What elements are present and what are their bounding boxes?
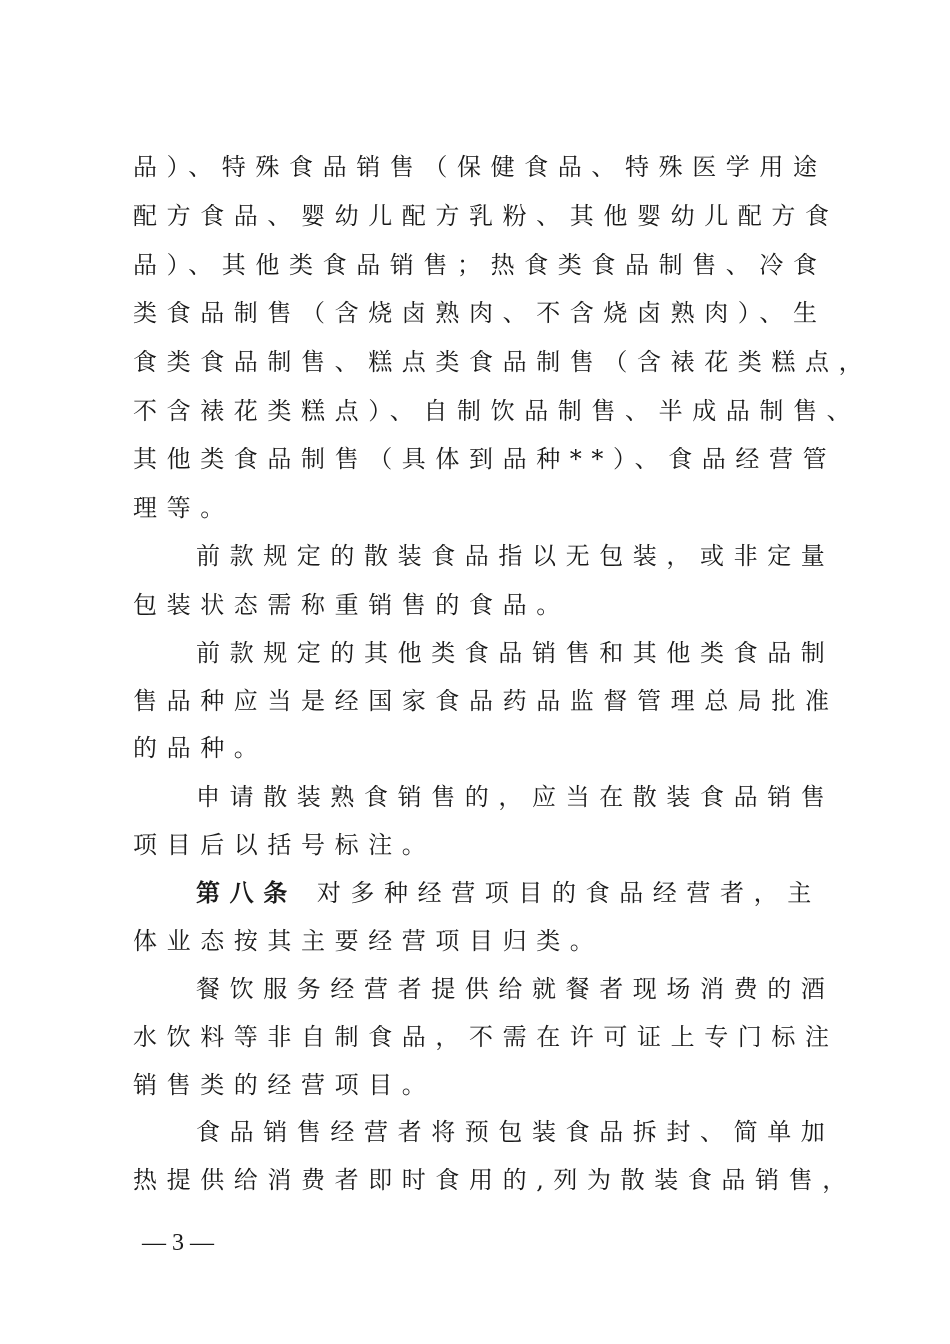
paragraph-start-line: 餐饮服务经营者提供给就餐者现场消费的酒 xyxy=(196,975,835,1003)
paragraph-start-line: 食品销售经营者将预包装食品拆封、简单加 xyxy=(196,1118,835,1146)
text-line: 的品种。 xyxy=(133,734,268,762)
text-line: 不含裱花类糕点）、自制饮品制售、半成品制售、 xyxy=(133,397,861,425)
paragraph-start-line: 申请散装熟食销售的，应当在散装食品销售 xyxy=(196,783,835,811)
article-eight-line xyxy=(196,878,821,908)
text-line: 包装状态需称重销售的食品。 xyxy=(133,591,570,619)
text-line: 体业态按其主要经营项目归类。 xyxy=(133,927,604,955)
text-line: 类食品制售（含烧卤熟肉、不含烧卤熟肉）、生 xyxy=(133,299,827,327)
text-line: 销售类的经营项目。 xyxy=(133,1071,436,1099)
article-heading: 第八条 xyxy=(196,878,297,907)
text-line: 水饮料等非自制食品，不需在许可证上专门标注 xyxy=(133,1023,839,1051)
text-line: 品）、其他类食品销售；热食类食品制售、冷食 xyxy=(133,251,827,279)
page-number: — 3 — xyxy=(142,1230,214,1256)
text-line: 项目后以括号标注。 xyxy=(133,831,436,859)
text-line: 其他类食品制售（具体到品种**）、食品经营管 xyxy=(133,445,837,473)
text-line: 配方食品、婴幼儿配方乳粉、其他婴幼儿配方食 xyxy=(133,202,839,230)
paragraph-start-line: 前款规定的散装食品指以无包装，或非定量 xyxy=(196,542,835,570)
text-line: 理等。 xyxy=(133,494,234,522)
text-line: 食类食品制售、糕点类食品制售（含裱花类糕点， xyxy=(133,348,873,376)
paragraph-start-line: 前款规定的其他类食品销售和其他类食品制 xyxy=(196,639,835,667)
text-line: 售品种应当是经国家食品药品监督管理总局批准 xyxy=(133,687,839,715)
text-line: 品）、特殊食品销售（保健食品、特殊医学用途 xyxy=(133,153,827,181)
text-line: 热提供给消费者即时食用的,列为散装食品销售， xyxy=(133,1166,856,1194)
article-text: 对多种经营项目的食品经营者，主 xyxy=(316,879,821,907)
